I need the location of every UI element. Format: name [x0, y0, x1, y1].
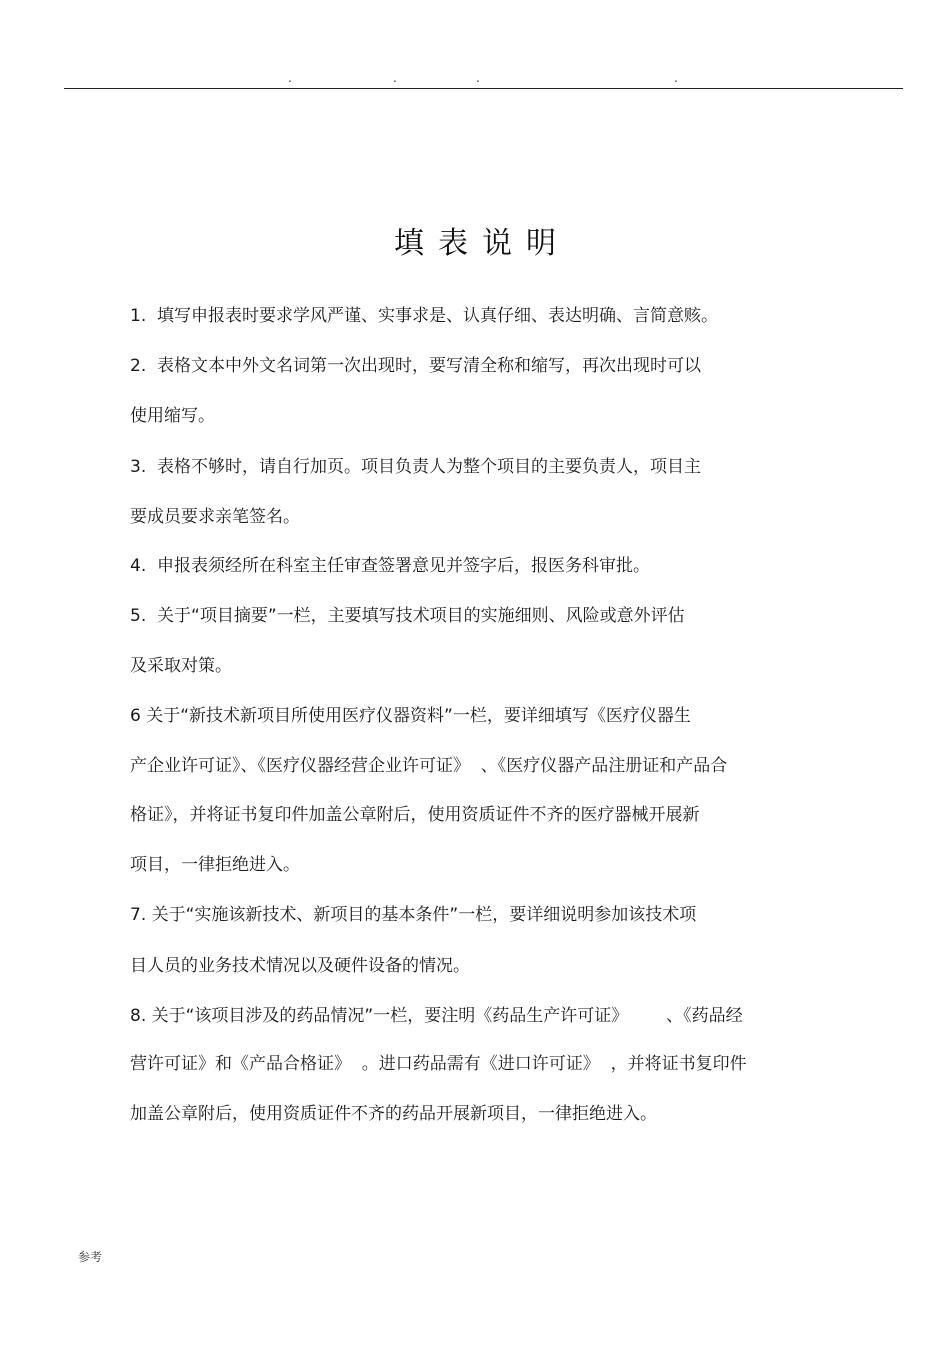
instruction-line: 2. 表格文本中外文名词第一次出现时，要写清全称和缩写，再次出现时可以 [130, 356, 702, 376]
header-dot: . [288, 71, 292, 85]
header-dot: . [674, 71, 678, 85]
instruction-line: 使用缩写。 [130, 406, 215, 426]
instruction-line: 项目，一律拒绝进入。 [130, 855, 300, 875]
footer-note: 参考 [78, 1250, 103, 1264]
instruction-line: 6 关于“新技术新项目所使用医疗仪器资料”一栏，要详细填写《医疗仪器生 [130, 706, 691, 726]
instruction-line: 格证》，并将证书复印件加盖公章附后，使用资质证件不齐的医疗器械开展新 [130, 805, 700, 825]
header-dot: . [476, 71, 480, 85]
instruction-line: 1. 填写申报表时要求学风严谨、实事求是、认真仔细、表达明确、言简意赅。 [130, 306, 719, 326]
header-rule [64, 88, 903, 89]
instruction-line: 要成员要求亲笔签名。 [130, 507, 300, 527]
instruction-line: 3. 表格不够时，请自行加页。项目负责人为整个项目的主要负责人，项目主 [130, 457, 702, 477]
instruction-line: 5. 关于“项目摘要”一栏，主要填写技术项目的实施细则、风险或意外评估 [130, 606, 685, 626]
instruction-line: 8. 关于“该项目涉及的药品情况”一栏，要注明《药品生产许可证》 、《药品经 [130, 1006, 743, 1026]
header-dots [0, 72, 950, 86]
instruction-line: 7. 关于“实施该新技术、新项目的基本条件”一栏，要详细说明参加该技术项 [130, 905, 697, 925]
instruction-line: 营许可证》和《产品合格证》 。进口药品需有《进口许可证》 ，并将证书复印件 [130, 1054, 747, 1074]
page-title: 填表说明 [394, 226, 570, 261]
instruction-line: 目人员的业务技术情况以及硬件设备的情况。 [130, 956, 470, 976]
instruction-line: 4. 申报表须经所在科室主任审查签署意见并签字后，报医务科审批。 [130, 556, 651, 576]
instruction-line: 及采取对策。 [130, 656, 232, 676]
instruction-line: 加盖公章附后，使用资质证件不齐的药品开展新项目，一律拒绝进入。 [130, 1104, 657, 1124]
header-dot: . [393, 71, 397, 85]
instruction-line: 产企业许可证》、《医疗仪器经营企业许可证》 、《医疗仪器产品注册证和产品合 [130, 756, 728, 776]
